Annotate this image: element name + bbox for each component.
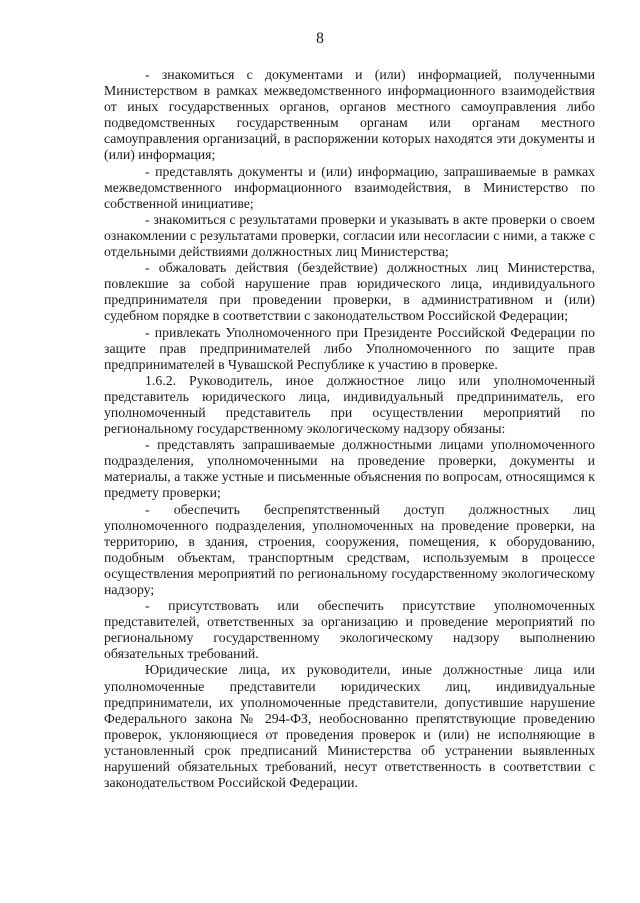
paragraph-access-documents: - знакомиться с документами и (или) информацией, полученными Министерством в рамках межведомственного информационного взаимодействия от иных государственных органов, органов местного самоуправления либо подведомственных государственным органам или органам местного самоуправления организаций, в распоряжении которых находятся эти документы и (или) информация;: [104, 67, 595, 163]
document-body: [104, 67, 595, 791]
page-number: 8: [316, 30, 324, 47]
paragraph-section-1-6-2: 1.6.2. Руководитель, иное должностное лицо или уполномоченный представитель юридического лица, индивидуальный предприниматель, его уполномоченный представитель при осуществлении мероприятий по региональному государственному экологическому надзору обязаны:: [104, 372, 595, 437]
paragraph-involve-ombudsman: - привлекать Уполномоченного при Президенте Российской Федерации по защите прав предпринимателей либо Уполномоченного по защите прав предпринимателей в Чувашской Республике к участию в проверке.: [104, 324, 595, 372]
paragraph-review-results: - знакомиться с результатами проверки и указывать в акте проверки о своем ознакомлении с результатами проверки, согласии или несогласии с ними, а также с отдельными действиями должностных лиц Министерства;: [104, 211, 595, 260]
paragraph-appeal-actions: - обжаловать действия (бездействие) должностных лиц Министерства, повлекшие за собой нарушение прав юридического лица, индивидуального предпринимателя при проведении проверки, в административном и (или) судебном порядке в соответствии с законодательством Российской Федерации;: [104, 260, 595, 324]
paragraph-ensure-access: - обеспечить беспрепятственный доступ должностных лиц уполномоченного подразделения, уполномоченных на проведение проверки, на территорию, в здания, строения, сооружения, помещения, к оборудованию, подобным объектам, транспортным средствам, используемым в процессе осуществления мероприятий по региональному государственному экологическому надзору;: [104, 501, 595, 597]
paragraph-liability: Юридические лица, их руководители, иные должностные лица или уполномоченные представители юридических лиц, индивидуальные предприниматели, их уполномоченные представители, допустившие нарушение Федерального закона № 294-ФЗ, необоснованно препятствующие проведению проверок, уклоняющиеся от проведения проверок и (или) не исполняющие в установленный срок предписаний Министерства об устранении выявленных нарушений обязательных требований, несут ответственность в соответствии с законодательством Российской Федерации.: [104, 662, 595, 791]
paragraph-provide-materials: - представлять запрашиваемые должностными лицами уполномоченного подразделения, уполномоченными на проведение проверки, документы и материалы, а также устные и письменные объяснения по вопросам, относящимся к предмету проверки;: [104, 437, 595, 501]
paragraph-ensure-presence: - присутствовать или обеспечить присутствие уполномоченных представителей, ответственных за организацию и проведение мероприятий по региональному государственному экологическому надзору выполнению обязательных требований.: [104, 598, 595, 662]
paragraph-submit-documents: - представлять документы и (или) информацию, запрашиваемые в рамках межведомственного информационного взаимодействия, в Министерство по собственной инициативе;: [104, 163, 595, 211]
